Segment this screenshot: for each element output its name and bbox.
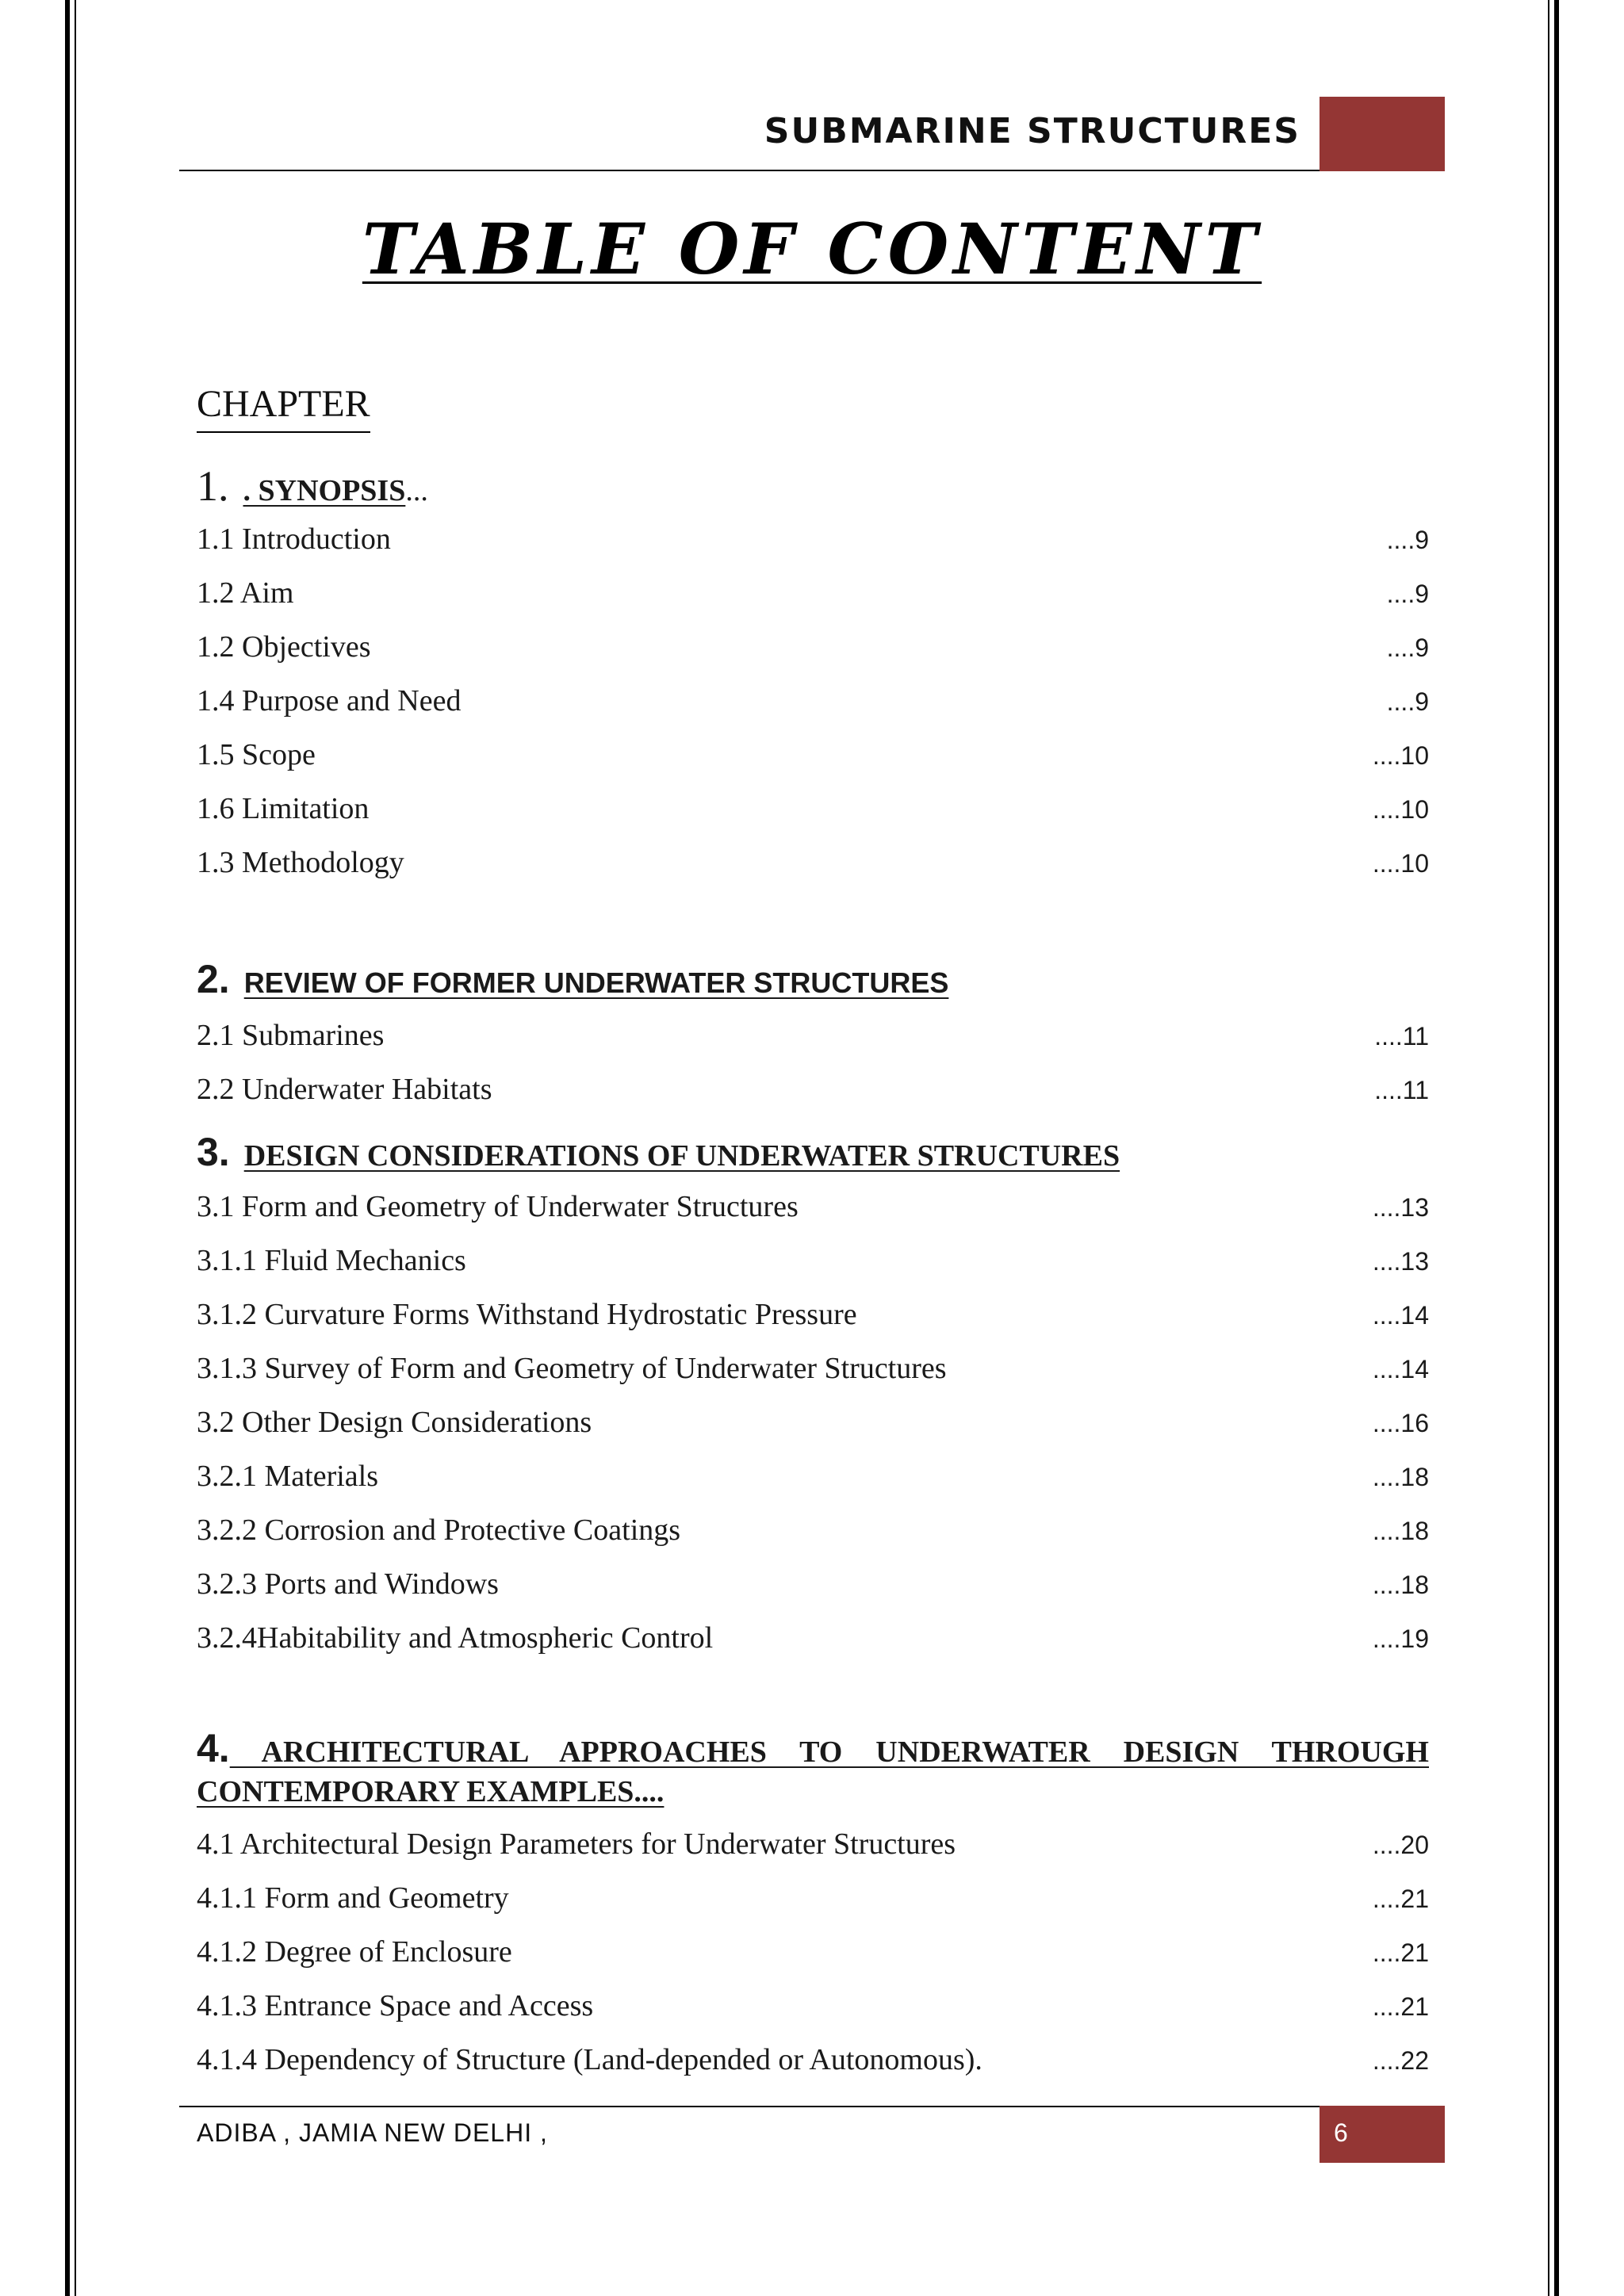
section-number: 2. <box>197 957 230 1001</box>
page-number: 6 <box>1320 2106 1445 2163</box>
page-border-left-outer <box>65 0 70 2296</box>
toc-entry[interactable]: 3.1.1 Fluid Mechanics ....13 <box>197 1244 1429 1277</box>
section-title: . SYNOPSIS <box>243 474 406 507</box>
toc-entry[interactable]: 3.1.2 Curvature Forms Withstand Hydrostatic Pressure ....14 <box>197 1298 1429 1331</box>
toc-entry[interactable]: 1.4 Purpose and Need ....9 <box>197 684 1429 718</box>
section-number: 3. <box>197 1130 230 1174</box>
page-border-right-inner <box>1548 0 1549 2296</box>
page-border-right-outer <box>1554 0 1559 2296</box>
toc-entry[interactable]: 2.1 Submarines ....11 <box>197 1019 1429 1052</box>
toc-entry[interactable]: 4.1 Architectural Design Parameters for Underwater Structures ....20 <box>197 1827 1429 1861</box>
toc-entry[interactable]: 3.1.3 Survey of Form and Geometry of Underwater Structures ....14 <box>197 1352 1429 1385</box>
section-2-heading <box>197 959 1429 999</box>
page-heading-text: TABLE OF CONTENT <box>362 208 1262 290</box>
section-title: ARCHITECTURAL APPROACHES TO UNDERWATER DESIGN THROUGH CONTEMPORARY EXAMPLES.... <box>197 1735 1429 1808</box>
chapter-label: CHAPTER <box>197 385 370 433</box>
section-title: DESIGN CONSIDERATIONS OF UNDERWATER STRUCTURES <box>243 1139 1120 1173</box>
section-title: REVIEW OF FORMER UNDERWATER STRUCTURES <box>243 966 949 999</box>
toc-entry[interactable]: 3.2.3 Ports and Windows ....18 <box>197 1567 1429 1601</box>
page-border-left-inner <box>75 0 76 2296</box>
toc-entry[interactable]: 4.1.4 Dependency of Structure (Land-depended or Autonomous). ....22 <box>197 2043 1429 2076</box>
toc-entry[interactable]: 1.5 Scope ....10 <box>197 738 1429 771</box>
toc-entry[interactable]: 1.3 Methodology ....10 <box>197 846 1429 879</box>
footer-text: ADIBA , JAMIA NEW DELHI , <box>197 2118 548 2147</box>
header-title: SUBMARINE STRUCTURES <box>764 111 1300 151</box>
toc-entry[interactable]: 4.1.2 Degree of Enclosure ....21 <box>197 1935 1429 1969</box>
toc-entry[interactable]: 1.1 Introduction ....9 <box>197 522 1429 556</box>
toc-entry[interactable]: 3.2 Other Design Considerations ....16 <box>197 1406 1429 1439</box>
section-number: 1. <box>197 462 229 510</box>
toc-entry[interactable]: 3.2.4Habitability and Atmospheric Control ....19 <box>197 1621 1429 1655</box>
section-number: 4. <box>197 1726 230 1770</box>
toc-entry[interactable]: 3.1 Form and Geometry of Underwater Structures ....13 <box>197 1190 1429 1223</box>
page-heading <box>0 208 1624 290</box>
section-title-suffix: ... <box>405 474 428 507</box>
section-3-heading <box>197 1132 1429 1172</box>
toc-entry[interactable]: 3.2.1 Materials ....18 <box>197 1460 1429 1493</box>
footer-rule <box>179 2106 1320 2107</box>
toc-entry[interactable]: 1.6 Limitation ....10 <box>197 792 1429 825</box>
toc-entry[interactable]: 4.1.1 Form and Geometry ....21 <box>197 1881 1429 1915</box>
section-4-heading <box>197 1728 1429 1812</box>
toc-entry[interactable]: 2.2 Underwater Habitats ....11 <box>197 1073 1429 1106</box>
toc-entry[interactable]: 1.2 Objectives ....9 <box>197 630 1429 664</box>
toc-entry[interactable]: 3.2.2 Corrosion and Protective Coatings ....18 <box>197 1513 1429 1547</box>
toc-entry[interactable]: 1.2 Aim ....9 <box>197 576 1429 610</box>
header-rule <box>179 170 1320 171</box>
section-1-heading <box>197 462 1429 510</box>
toc-entry[interactable]: 4.1.3 Entrance Space and Access ....21 <box>197 1989 1429 2022</box>
header-accent-box <box>1320 97 1445 171</box>
